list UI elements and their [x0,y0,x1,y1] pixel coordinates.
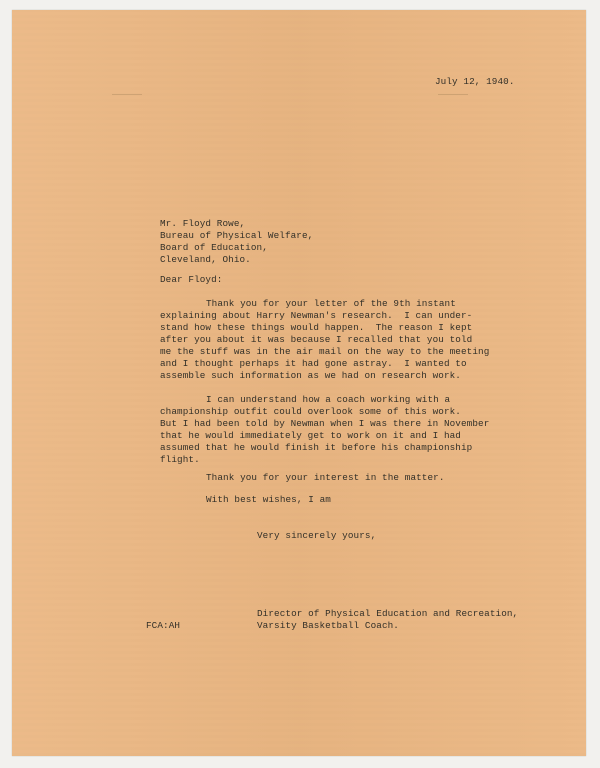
body-line: explaining about Harry Newman's research. I can under- [160,310,473,321]
body-line: me the stuff was in the air mail on the way to the meeting [160,346,490,357]
body-line: championship outfit could overlook some of this work. [160,406,461,417]
letter-date: July 12, 1940. [435,76,515,87]
body-line: Thank you for your interest in the matter. [206,472,445,483]
body-line: But I had been told by Newman when I was there in November [160,418,490,429]
signature-title: Director of Physical Education and Recreation, [257,608,519,619]
body-line: that he would immediately get to work on it and I had [160,430,461,441]
body-line: Thank you for your letter of the 9th instant [206,298,456,309]
closing-line: Very sincerely yours, [257,530,377,541]
address-line: Cleveland, Ohio. [160,254,251,265]
body-line: stand how these things would happen. The reason I kept [160,322,473,333]
address-line: Bureau of Physical Welfare, [160,230,314,241]
typist-initials: FCA:AH [146,620,181,631]
body-line: after you about it was because I recalled that you told [160,334,473,345]
signature-title: Varsity Basketball Coach. [257,620,399,631]
body-line: I can understand how a coach working with a [206,394,451,405]
paper-mark [438,94,468,95]
body-line: flight. [160,454,200,465]
paper-mark [112,94,142,95]
closing-line: With best wishes, I am [206,494,331,505]
address-line: Mr. Floyd Rowe, [160,218,246,229]
body-line: and I thought perhaps it had gone astray. I wanted to [160,358,467,369]
letter-page [12,10,586,756]
address-line: Board of Education, [160,242,268,253]
body-line: assumed that he would finish it before his championship [160,442,473,453]
body-line: assemble such information as we had on research work. [160,370,461,381]
salutation: Dear Floyd: [160,274,223,285]
